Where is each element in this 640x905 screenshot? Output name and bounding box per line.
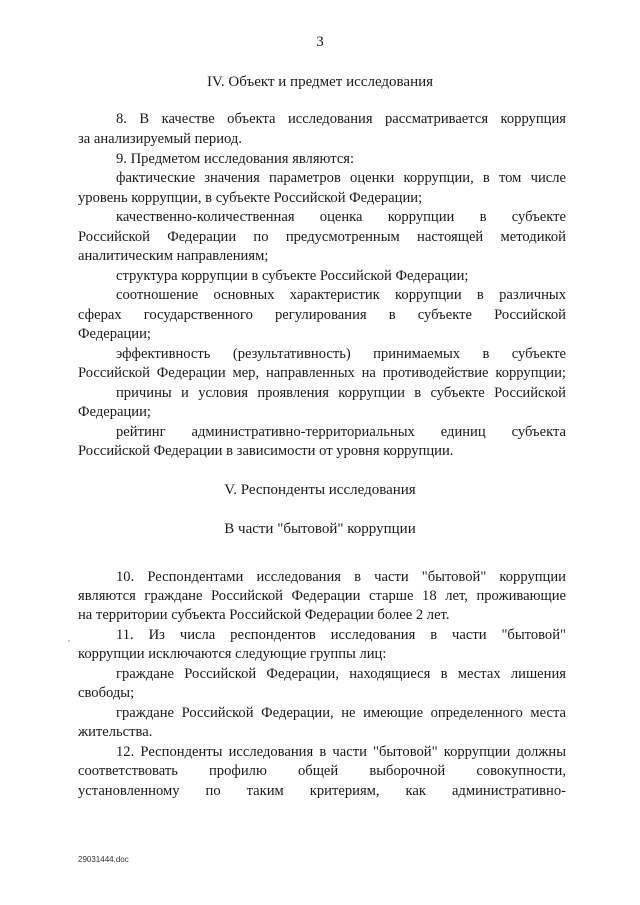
text-line: свободы;: [78, 685, 135, 701]
text-line: коррупции исключаются следующие группы лиц:: [78, 646, 387, 662]
text-line: на территории субъекта Российской Федерации более 2 лет.: [78, 607, 450, 623]
text-line: Российской Федерации мер, направленных на противодействие коррупции;: [78, 365, 566, 381]
text-line: 9. Предметом исследования являются:: [116, 151, 355, 167]
footer-filename: 29031444.doc: [78, 855, 129, 864]
page-number: 3: [316, 34, 324, 50]
text-line: рейтинг административно-территориальных единиц субъекта: [116, 424, 566, 440]
text-line: Федерации;: [78, 326, 151, 342]
text-line: Российской Федерации в зависимости от уровня коррупции.: [78, 443, 454, 459]
text-line: 8. В качестве объекта исследования рассматривается коррупция: [116, 111, 566, 127]
text-line: Российской Федерации по предусмотренным настоящей методикой: [78, 229, 566, 245]
text-line: качественно-количественная оценка коррупции в субъекте: [116, 209, 566, 225]
text-line: эффективность (результативность) принимаемых в субъекте: [116, 346, 566, 362]
text-line: 11. Из числа респондентов исследования в части "бытовой": [116, 627, 566, 643]
section-v-heading: V. Респонденты исследования: [224, 482, 416, 498]
scan-speck: [68, 640, 70, 642]
text-line: структура коррупции в субъекте Российской Федерации;: [116, 268, 469, 284]
text-line: аналитическим направлениям;: [78, 248, 269, 264]
section-iv-heading: IV. Объект и предмет исследования: [206, 74, 434, 90]
text-line: соотношение основных характеристик коррупции в различных: [116, 287, 566, 303]
text-line: за анализируемый период.: [78, 131, 242, 147]
text-line: 10. Респондентами исследования в части "бытовой" коррупции: [116, 569, 566, 585]
text-line: жительства.: [78, 724, 153, 740]
text-line: фактические значения параметров оценки коррупции, в том числе: [116, 170, 566, 186]
text-line: соответствовать профилю общей выборочной совокупности,: [78, 763, 566, 779]
text-line: 12. Респонденты исследования в части "бытовой" коррупции должны: [116, 744, 566, 760]
text-line: Федерации;: [78, 404, 151, 420]
text-line: являются граждане Российской Федерации старше 18 лет, проживающие: [78, 588, 566, 604]
text-line: установленному по таким критериям, как административно-: [78, 783, 566, 799]
text-line: уровень коррупции, в субъекте Российской Федерации;: [78, 190, 423, 206]
text-line: граждане Российской Федерации, находящиеся в местах лишения: [116, 666, 566, 682]
text-line: сферах государственного регулирования в субъекте Российской: [78, 307, 566, 323]
section-v-subheading: В части "бытовой" коррупции: [224, 521, 416, 537]
text-line: причины и условия проявления коррупции в субъекте Российской: [116, 385, 566, 401]
text-line: граждане Российской Федерации, не имеющие определенного места: [116, 705, 566, 721]
